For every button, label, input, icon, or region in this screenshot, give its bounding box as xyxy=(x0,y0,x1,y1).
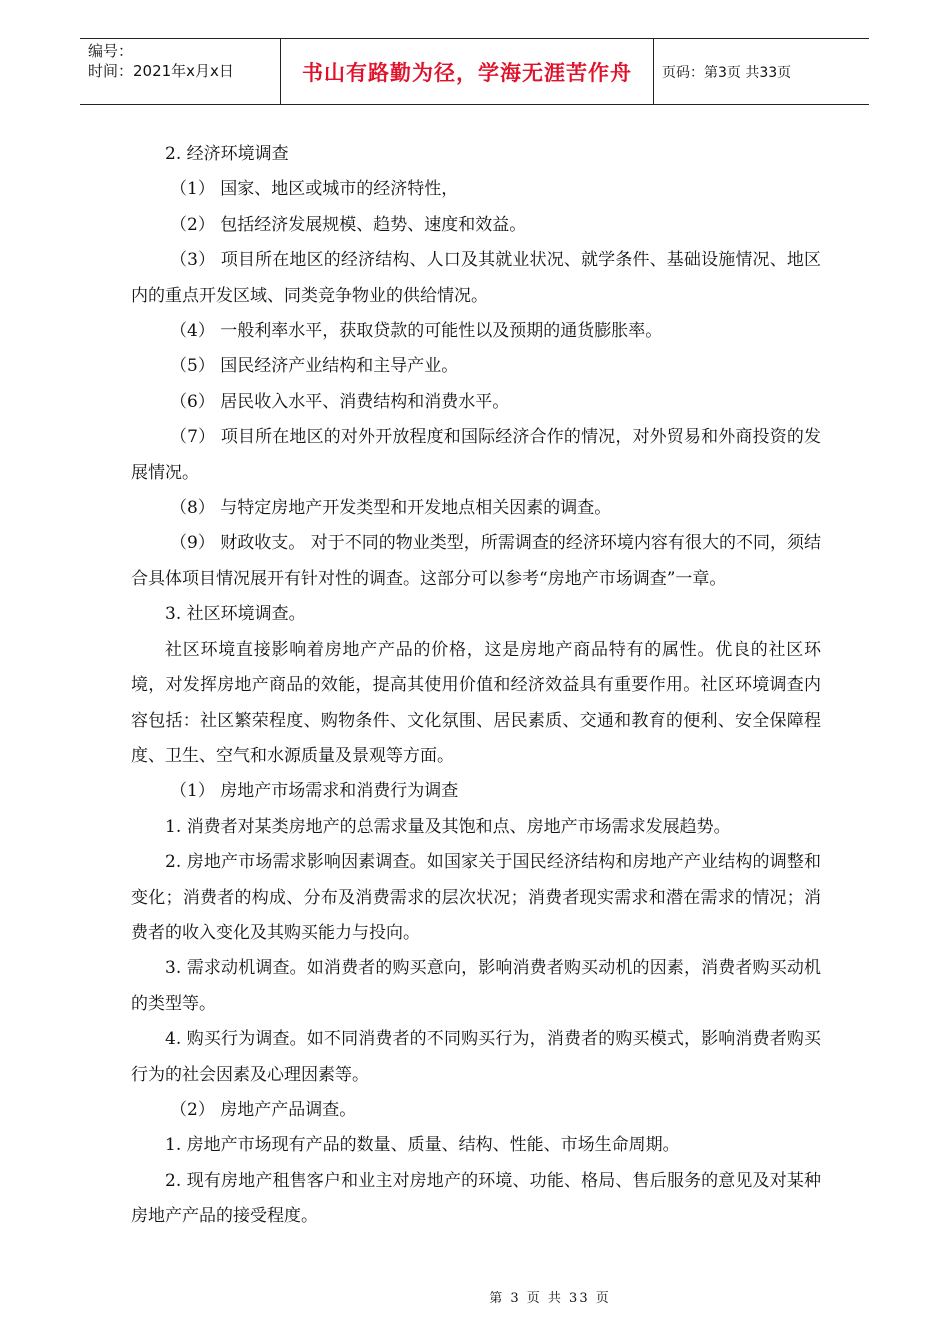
page-header xyxy=(80,38,869,105)
list-item: （6） 居民收入水平、消费结构和消费水平。 xyxy=(170,391,510,412)
list-item: 2. 现有房地产租售客户和业主对房地产的环境、功能、格局、售后服务的意见及对某种房地产产品的接受程度。 xyxy=(131,1170,821,1227)
list-item: 1. 消费者对某类房地产的总需求量及其饱和点、房地产市场需求发展趋势。 xyxy=(165,816,731,837)
list-item: 3. 需求动机调查。如消费者的购买意向，影响消费者购买动机的因素，消费者购买动机的类型等。 xyxy=(131,958,821,1014)
list-item: （1） 国家、地区或城市的经济特性， xyxy=(170,179,459,200)
document-number-label: 编号： xyxy=(88,42,134,60)
list-item: （8） 与特定房地产开发类型和开发地点相关因素的调查。 xyxy=(170,498,612,519)
header-motto: 书山有路勤为径，学海无涯苦作舟 xyxy=(302,60,632,85)
list-item: （5） 国民经济产业结构和主导产业。 xyxy=(170,356,459,377)
document-body xyxy=(131,137,821,1235)
header-meta xyxy=(80,39,280,104)
section-heading: 2. 经济环境调查 xyxy=(165,144,289,164)
list-item: （9） 财政收支。 对于不同的物业类型，所需调查的经济环境内容有很大的不同，须结合具体项目情况展开有针对性的调查。这部分可以参考“房地产市场调查”一章。 xyxy=(131,533,821,589)
header-page-info: 页码：第3页 共33页 xyxy=(662,64,792,81)
list-item: 2. 房地产市场需求影响因素调查。如国家关于国民经济结构和房地产产业结构的调整和变化；消费者的构成、分布及消费需求的层次状况；消费者现实需求和潜在需求的情况；消费者的收入变化及其购买能力与投向。 xyxy=(131,852,821,943)
header-motto-cell xyxy=(280,39,654,104)
list-item: （2） 包括经济发展规模、趋势、速度和效益。 xyxy=(170,214,527,235)
subsection-heading: （1） 房地产市场需求和消费行为调查 xyxy=(170,781,459,802)
document-date: 时间：2021年x月x日 xyxy=(88,62,234,80)
section-heading: 3. 社区环境调查。 xyxy=(165,604,306,625)
list-item: 4. 购买行为调查。如不同消费者的不同购买行为，消费者的购买模式，影响消费者购买行为的社会因素及心理因素等。 xyxy=(131,1029,821,1085)
list-item: （4） 一般利率水平，获取贷款的可能性以及预期的通货膨胀率。 xyxy=(170,321,663,342)
list-item: （3） 项目所在地区的经济结构、人口及其就业状况、就学条件、基础设施情况、地区内的重点开发区域、同类竞争物业的供给情况。 xyxy=(131,250,821,306)
page-footer xyxy=(0,1287,950,1306)
subsection-heading: （2） 房地产产品调查。 xyxy=(170,1099,357,1120)
list-item: （7） 项目所在地区的对外开放程度和国际经济合作的情况，对外贸易和外商投资的发展情况。 xyxy=(131,427,821,483)
list-item: 1. 房地产市场现有产品的数量、质量、结构、性能、市场生命周期。 xyxy=(165,1135,680,1156)
footer-page-number: 第 3 页 共 33 页 xyxy=(489,1291,611,1306)
body-paragraph: 社区环境直接影响着房地产产品的价格，这是房地产商品特有的属性。优良的社区环境，对发挥房地产商品的效能，提高其使用价值和经济效益具有重要作用。社区环境调查内容包括：社区繁荣程度、购物条件、文化氛围、居民素质、交通和教育的便利、安全保障程度、卫生、空气和水源质量及景观等方面。 xyxy=(131,639,821,766)
